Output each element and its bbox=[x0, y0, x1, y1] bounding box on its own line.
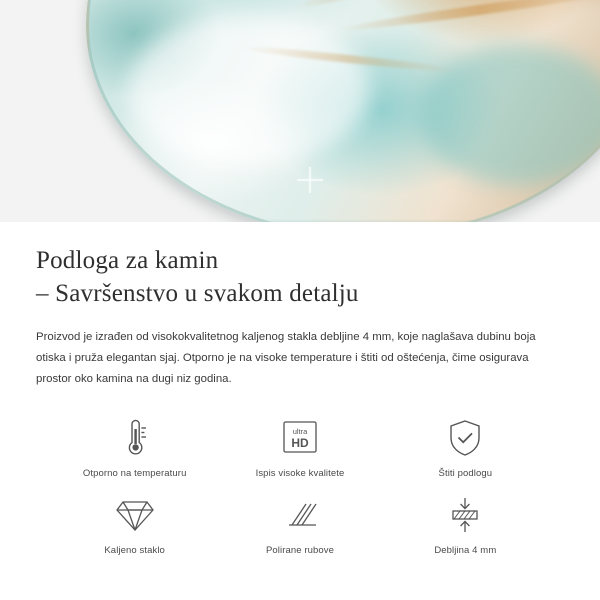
svg-text:HD: HD bbox=[291, 435, 309, 450]
content-area bbox=[0, 244, 600, 556]
feature-item-protects-surface bbox=[383, 416, 548, 479]
feature-item-print-quality bbox=[217, 416, 382, 479]
feature-item-temperature bbox=[52, 416, 217, 479]
product-description-text: Proizvod je izrađen od visokokvalitetnog kaljenog stakla debljine 4 mm, koje naglašava dubinu boja otiska i pruža elegantan sjaj. Otporno je na visoke temperature i štiti od oštećenja, čime osigurava prostor oko kamina na dugi niz godina. bbox=[36, 330, 536, 385]
thermometer-icon bbox=[118, 416, 152, 460]
page-title-line-2: – Savršenstvo u svakom detalju bbox=[36, 280, 359, 308]
glass-edge-highlight bbox=[89, 219, 600, 222]
svg-text:ultra: ultra bbox=[292, 426, 308, 436]
feature-item-polished-edges bbox=[217, 493, 382, 556]
marble-wash bbox=[419, 45, 600, 185]
feature-label: Debljina 4 mm bbox=[434, 544, 497, 556]
marble-wash bbox=[129, 15, 369, 165]
feature-item-thickness bbox=[383, 493, 548, 556]
sparkle-icon bbox=[297, 167, 323, 193]
feature-label: Ispis visoke kvalitete bbox=[255, 467, 345, 479]
feature-label: Štiti podlogu bbox=[438, 467, 493, 479]
diamond-icon bbox=[115, 493, 155, 537]
feature-label: Polirane rubove bbox=[265, 544, 335, 556]
feature-item-tempered-glass bbox=[52, 493, 217, 556]
shield-check-icon bbox=[446, 416, 484, 460]
feature-label: Otporno na temperaturu bbox=[82, 467, 187, 479]
page-title-line-1: Podloga za kamin bbox=[36, 247, 219, 274]
feature-grid bbox=[36, 416, 564, 556]
page-title bbox=[36, 244, 564, 311]
hero-image bbox=[0, 0, 600, 222]
polished-edges-icon bbox=[280, 493, 320, 537]
feature-label: Kaljeno staklo bbox=[104, 544, 165, 556]
thickness-icon bbox=[445, 493, 485, 537]
ultra-hd-icon bbox=[280, 416, 320, 460]
gold-vein bbox=[340, 0, 600, 34]
